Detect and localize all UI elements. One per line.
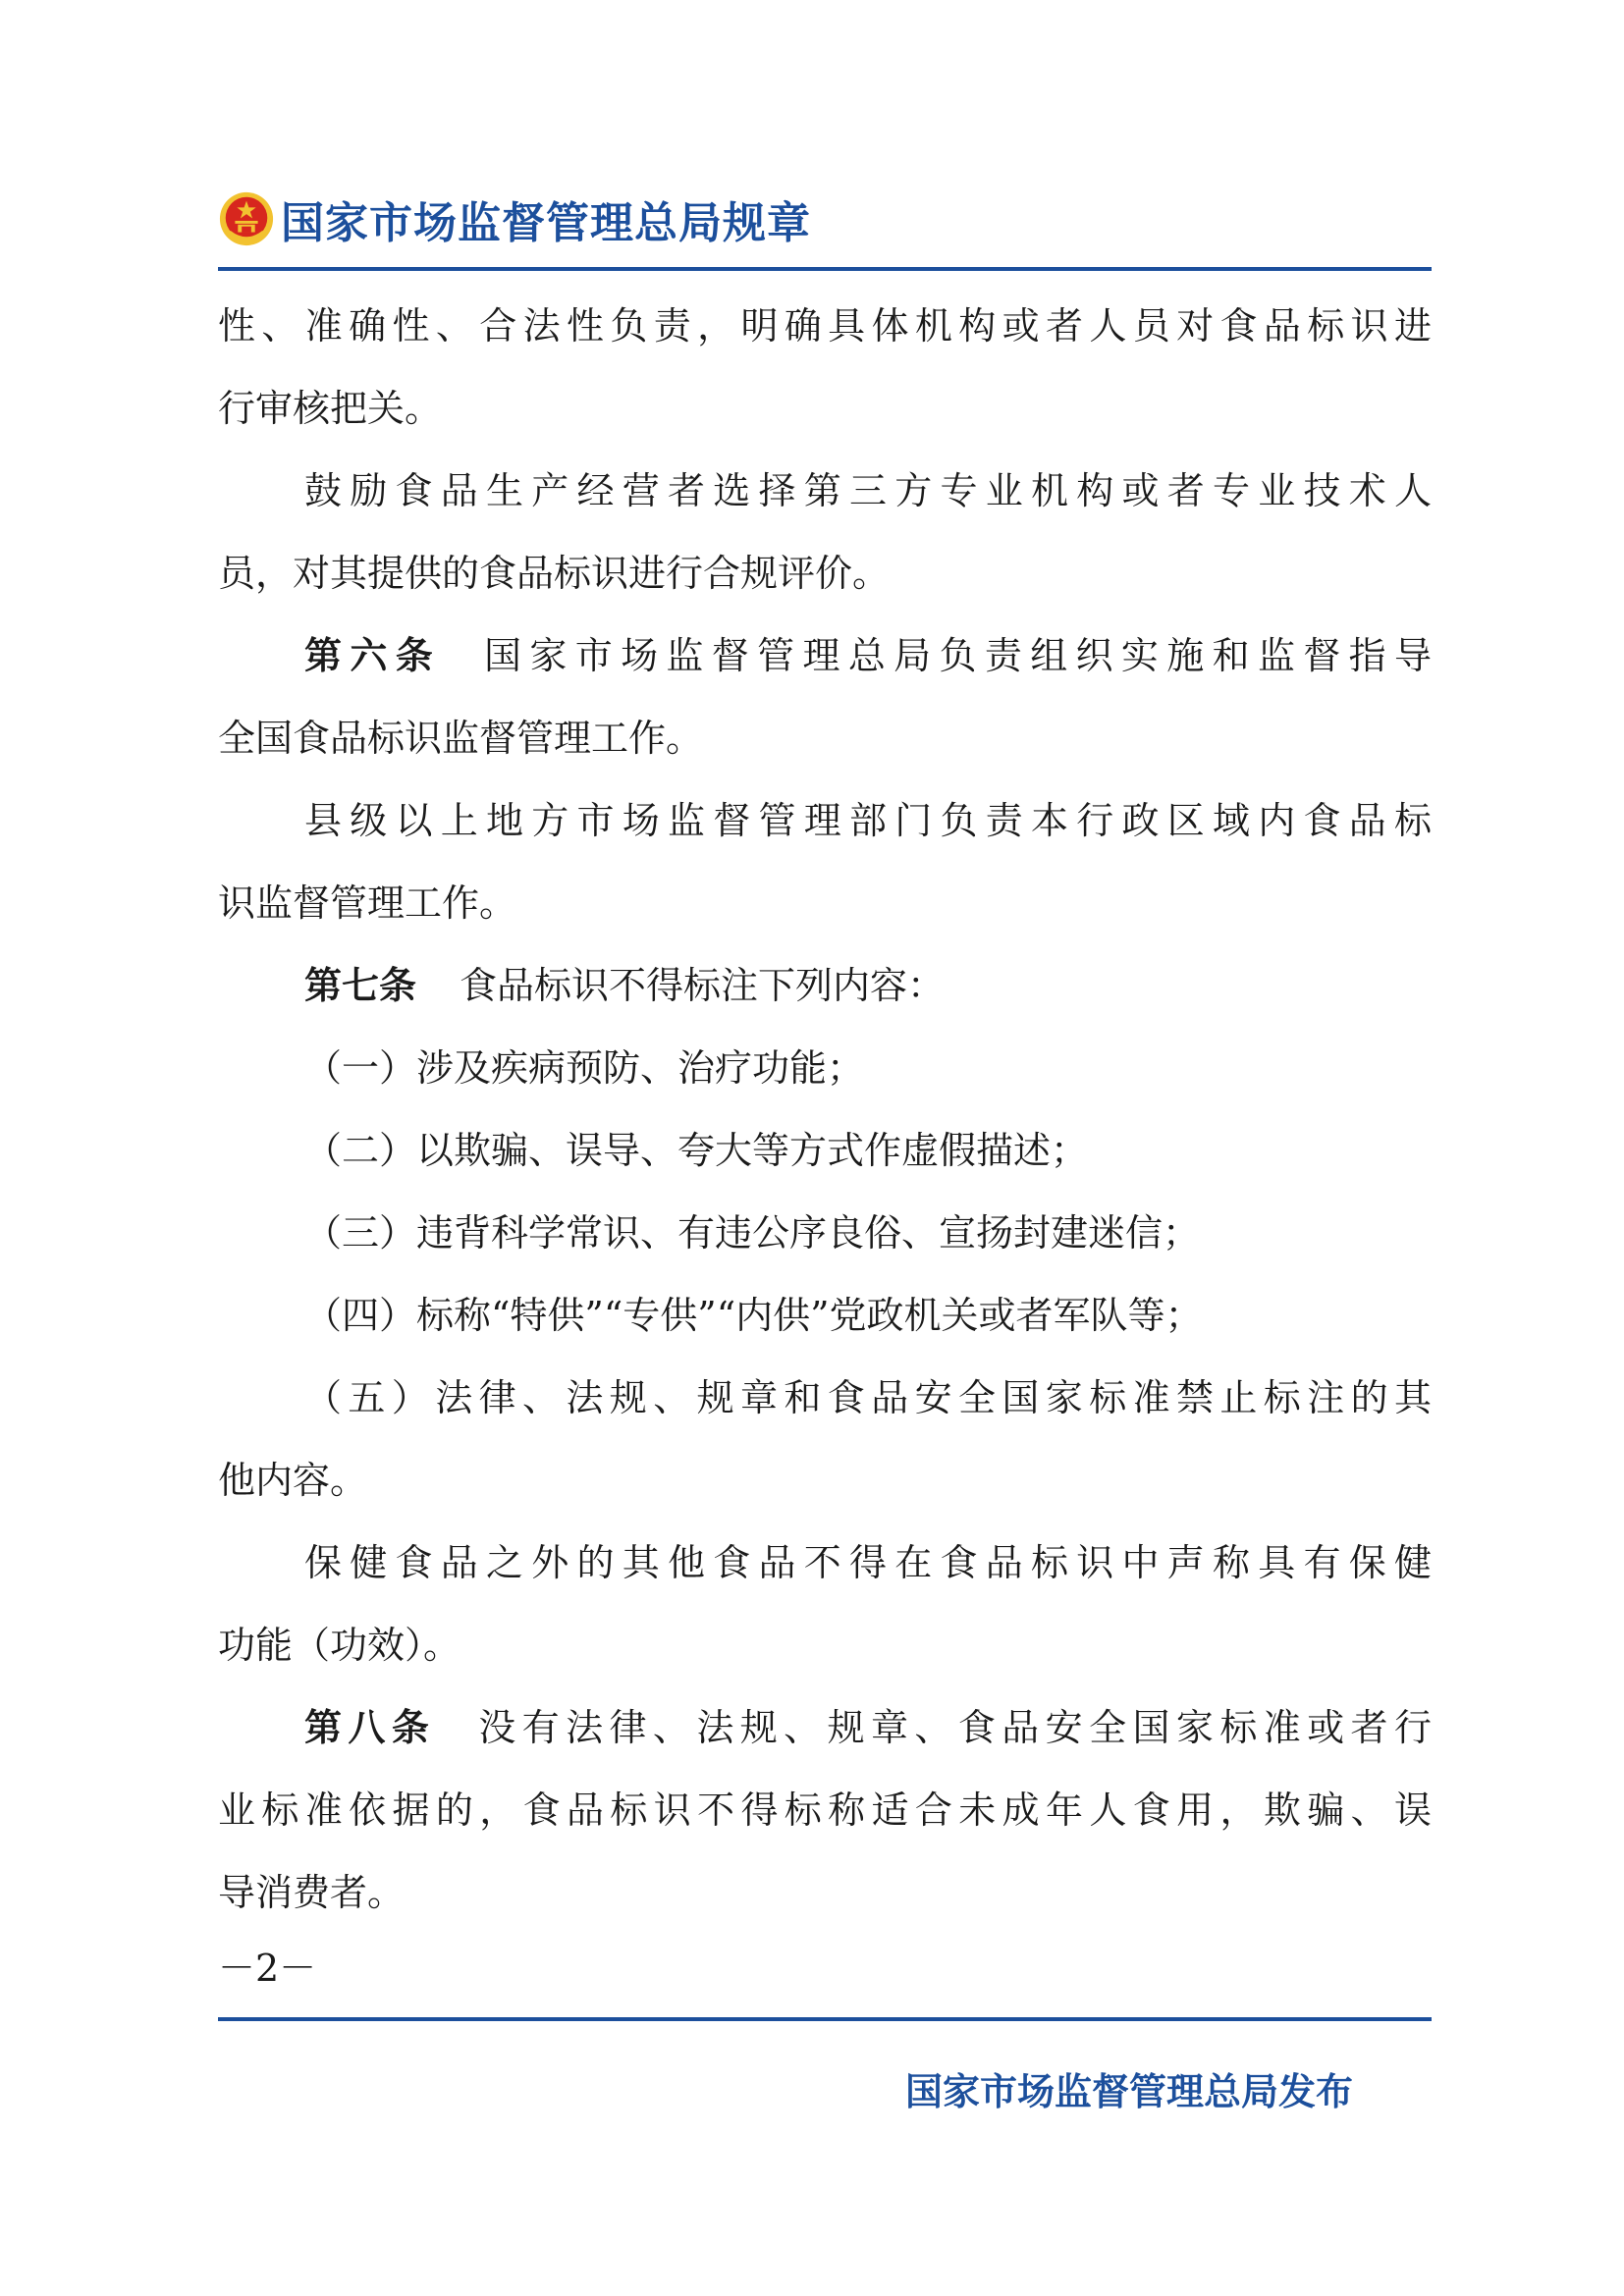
body-line: 业标准依据的，食品标识不得标称适合未成年人食用，欺骗、误	[218, 1789, 1432, 1832]
list-item-continuation: 他内容。	[218, 1459, 368, 1502]
body-line: 保健食品之外的其他食品不得在食品标识中声称具有保健	[304, 1541, 1432, 1584]
body-line: 导消费者。	[218, 1871, 406, 1914]
list-item: （一）涉及疾病预防、治疗功能；	[304, 1046, 865, 1090]
list-item: （四）标称“特供”“专供”“内供”党政机关或者军队等；	[304, 1294, 1203, 1337]
body-line: 员，对其提供的食品标识进行合规评价。	[218, 552, 891, 595]
body-line: 功能（功效）。	[218, 1624, 461, 1667]
footer-publisher: 国家市场监督管理总局发布	[905, 2070, 1354, 2113]
article-6-label: 第六条	[304, 634, 442, 677]
article-8-text: 没有法律、法规、规章、食品安全国家标准或者行	[478, 1706, 1432, 1749]
article-7	[218, 944, 1432, 1027]
body-line: 性、准确性、合法性负责，明确具体机构或者人员对食品标识进	[218, 304, 1432, 347]
article-6-text: 国家市场监督管理总局负责组织实施和监督指导	[484, 634, 1432, 677]
document-body	[218, 285, 1432, 1934]
list-item: （五）法律、法规、规章和食品安全国家标准禁止标注的其	[304, 1376, 1432, 1419]
page-header	[218, 185, 811, 253]
body-line: 行审核把关。	[218, 387, 443, 430]
national-emblem-icon	[218, 190, 275, 247]
header-divider	[218, 267, 1432, 271]
page-number: －2－	[218, 1947, 317, 1990]
header-title: 国家市场监督管理总局规章	[281, 198, 811, 248]
footer-divider	[218, 2017, 1432, 2021]
article-6	[218, 614, 1432, 697]
list-item: （二）以欺骗、误导、夸大等方式作虚假描述；	[304, 1129, 1089, 1172]
body-line: 县级以上地方市场监督管理部门负责本行政区域内食品标	[304, 799, 1432, 842]
article-8-label: 第八条	[304, 1706, 436, 1749]
article-7-label: 第七条	[304, 964, 417, 1007]
body-line: 鼓励食品生产经营者选择第三方专业机构或者专业技术人	[304, 469, 1432, 512]
body-line: 全国食品标识监督管理工作。	[218, 717, 704, 760]
body-line: 识监督管理工作。	[218, 881, 517, 925]
list-item: （三）违背科学常识、有违公序良俗、宣扬封建迷信；	[304, 1211, 1201, 1255]
article-7-text: 食品标识不得标注下列内容：	[460, 964, 946, 1007]
article-8	[218, 1686, 1432, 1769]
